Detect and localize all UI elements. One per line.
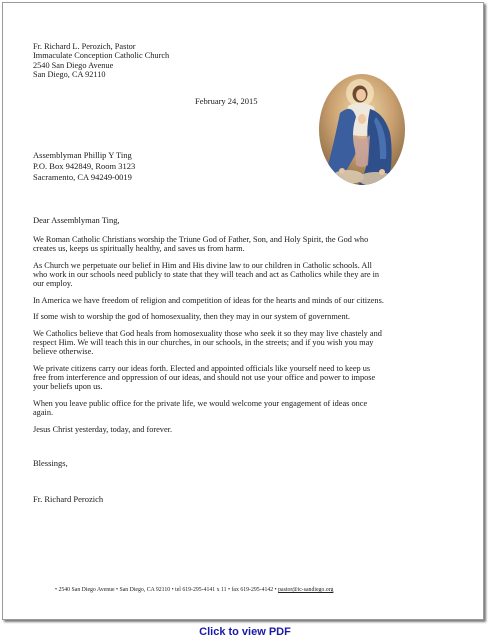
letter-page: [2, 2, 484, 620]
body-paragraph: [33, 425, 429, 434]
sender-city: San Diego, CA 92110: [33, 70, 106, 80]
body-paragraph: [33, 364, 429, 392]
footer-email-link[interactable]: pastor@ic-sandiego.org: [278, 587, 334, 593]
body-line: As Church we perpetuate our belief in Him and His divine law to our children in Catholic schools. All: [33, 260, 372, 270]
body-paragraph: [33, 312, 429, 321]
salutation: Dear Assemblyman Ting,: [33, 215, 120, 225]
body-line: creates us, keeps us spiritually healthy, and saves us from harm.: [33, 244, 245, 254]
signature: Fr. Richard Perozich: [33, 494, 104, 504]
recipient-address-line-2: Sacramento, CA 94249-0019: [33, 172, 132, 182]
body-line: We private citizens carry our ideas forth. Elected and appointed officials like yourself need to keep us: [33, 363, 371, 373]
recipient-name: Assemblyman Phillip Y Ting: [33, 150, 132, 160]
body-line: respect Him. We will teach this in our churches, in our schools, in the streets; and if you wish you may: [33, 338, 374, 348]
body-paragraph: [33, 235, 429, 253]
body-paragraph: [33, 261, 429, 289]
view-pdf-link[interactable]: Click to view PDF: [199, 626, 291, 638]
footer-address: • 2540 San Diego Avenue • San Diego, CA 92110 • tel 619-295-4141 x 11 • fax 619-295-4142 •: [55, 587, 279, 593]
closing: Blessings,: [33, 458, 68, 468]
sender-name: Fr. Richard L. Perozich, Pastor: [33, 42, 136, 51]
body-line: Jesus Christ yesterday, today, and forever.: [33, 424, 173, 434]
body-line: If some wish to worship the god of homosexuality, then they may in our system of government.: [33, 312, 350, 322]
body-line: our employ.: [33, 279, 73, 289]
body-line: We Catholics believe that God heals from homosexuality those who seek it so they may live chastely and: [33, 328, 382, 338]
recipient-address-line-1: P.O. Box 942849, Room 3123: [33, 161, 136, 171]
body-line: your beliefs upon us.: [33, 382, 103, 392]
letter-date: February 24, 2015: [195, 96, 258, 106]
sender-street: 2540 San Diego Avenue: [33, 60, 114, 70]
body-line: free from interference and oppression of our ideas, and should not use your office and power to impose: [33, 373, 376, 383]
body-line: again.: [33, 408, 54, 418]
body-paragraph: [33, 399, 429, 417]
body-paragraph: [33, 296, 429, 305]
sender-church: Immaculate Conception Catholic Church: [33, 51, 170, 61]
recipient-address: [33, 150, 135, 183]
body-line: believe otherwise.: [33, 347, 94, 357]
body-line: In America we have freedom of religion and competition of ideas for the hearts and minds of our citizens.: [33, 295, 384, 305]
footer-contact: [55, 587, 333, 593]
body-line: who work in our schools need publicly to state that they will teach and act as Catholics while they are in: [33, 270, 380, 279]
madonna-portrait: [318, 73, 406, 186]
body-line: We Roman Catholic Christians worship the Triune God of Father, Son, and Holy Spirit, the God who: [33, 235, 369, 244]
body-line: When you leave public office for the private life, we would welcome your engagement of ideas once: [33, 398, 368, 408]
sender-address: [33, 42, 169, 80]
letter-body: [33, 235, 429, 441]
body-paragraph: [33, 329, 429, 357]
